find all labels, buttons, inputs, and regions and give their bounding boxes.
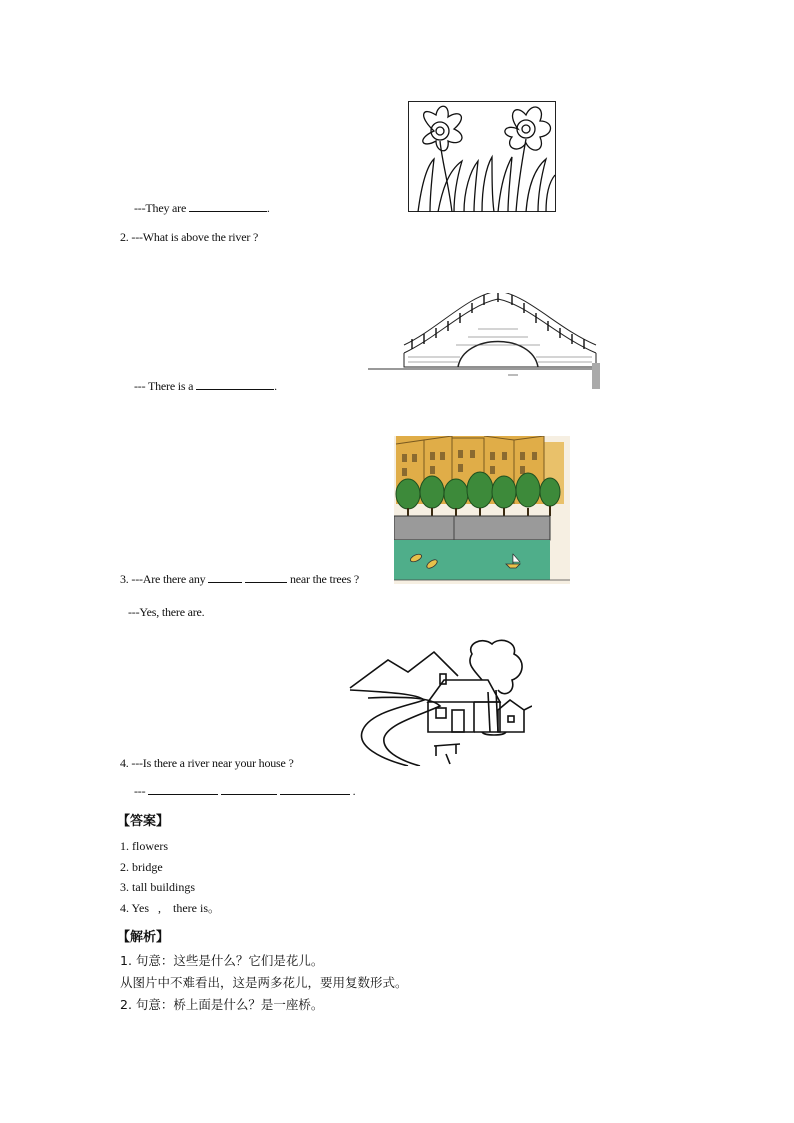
q4-answer-line [134, 783, 355, 799]
q4-prompt: 4. ---Is there a river near your house ? [120, 756, 294, 770]
q3-answer: ---Yes, there are. [128, 605, 205, 619]
answer-item-2: 2. bridge [120, 860, 163, 874]
q4-blank-3[interactable] [280, 783, 350, 795]
q1-period: . [266, 201, 270, 215]
q2-answer-prompt: --- There is a [134, 379, 194, 393]
q3-prompt-end: near the trees ? [289, 572, 360, 586]
house-river-image [348, 636, 532, 766]
q1-answer-line [134, 200, 270, 216]
analysis-line-2: 从图片中不难看出，这是两多花儿，要用复数形式。 [120, 975, 408, 990]
q2-answer-line [134, 378, 277, 394]
answer-item-3: 3. tall buildings [120, 880, 195, 894]
analysis-line-1: 1. 句意：这些是什么？它们是花儿。 [120, 953, 324, 968]
q3-prompt-start: 3. ---Are there any [120, 572, 206, 586]
q2-period: . [274, 379, 277, 393]
q2-prompt: 2. ---What is above the river ? [120, 230, 259, 244]
q4-period: . [352, 784, 356, 798]
q1-answer-blank[interactable] [189, 200, 267, 212]
q3-prompt [120, 571, 359, 587]
analysis-line-3: 2. 句意：桥上面是什么？是一座桥。 [120, 997, 324, 1012]
bridge-image [368, 293, 600, 389]
daffodils-image [408, 101, 556, 212]
q3-blank-2[interactable] [245, 571, 287, 583]
answers-heading: 【答案】 [117, 814, 170, 829]
q3-blank-1[interactable] [208, 571, 242, 583]
answer-item-4: 4. Yes , there is。 [120, 901, 221, 915]
answer-item-1: 1. flowers [120, 839, 168, 853]
q4-answer-prompt: --- [134, 784, 146, 798]
q2-answer-blank[interactable] [196, 378, 274, 390]
town-river-image [394, 436, 570, 584]
q4-blank-1[interactable] [148, 783, 218, 795]
analysis-heading: 【解析】 [117, 930, 170, 945]
q4-blank-2[interactable] [221, 783, 277, 795]
q1-answer-prompt: ---They are [134, 201, 187, 215]
